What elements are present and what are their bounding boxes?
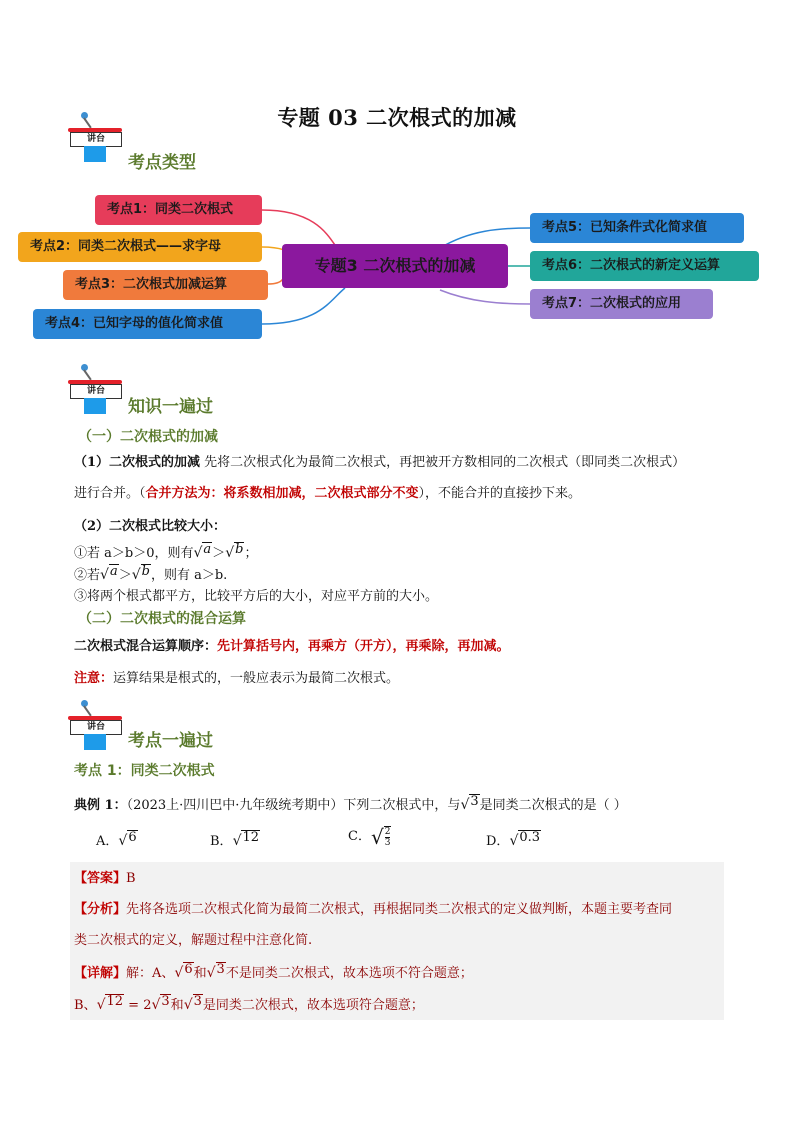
mindmap-node-4: 考点4：已知字母的值化简求值: [33, 309, 262, 339]
radicand: 12: [106, 994, 124, 1009]
radicand: a: [203, 542, 212, 557]
compare-item-2: ②若 √ a ＞ √ b ，则有 a＞b.: [74, 564, 228, 583]
section-heading-points: 考点一遍过: [128, 731, 213, 751]
mindmap-node-6: 考点6：二次根式的新定义运算: [530, 251, 759, 281]
fraction-denominator: 3: [384, 838, 391, 848]
mixed-order: [74, 636, 510, 658]
podium-label: 讲台: [70, 720, 122, 735]
answer-tag: 【答案】: [74, 871, 127, 886]
example-text: （2023上·四川巴中·九年级统考期中）下列二次根式中，与: [126, 798, 461, 813]
note-text: 运算结果是根式的，一般应表示为最简二次根式。: [113, 671, 400, 686]
item-text: ，则有 a＞b.: [150, 568, 228, 583]
analysis-text: 先将各选项二次根式化简为最简二次根式，再根据同类二次根式的定义做判断，本题主要考查同: [126, 902, 673, 917]
kaodian-1-heading: 考点 1：同类二次根式: [74, 763, 215, 779]
answer-line: [74, 868, 136, 890]
section-heading-knowledge: 知识一遍过: [128, 397, 213, 417]
option-b[interactable]: B． √ 12: [210, 830, 260, 849]
analysis-line-2: 类二次根式的定义，解题过程中注意化简.: [74, 933, 313, 948]
mixed-order-lead: 二次根式混合运算顺序：: [74, 639, 218, 654]
paragraph-text: ），不能合并的直接抄下来。: [418, 486, 582, 501]
detail-text: B、: [74, 998, 97, 1013]
mindmap-node-7: 考点7：二次根式的应用: [530, 289, 713, 319]
radicand: 6: [184, 962, 193, 977]
option-letter: C．: [348, 829, 371, 844]
paragraph-lead: （1）二次根式的加减: [74, 455, 201, 470]
note: [74, 668, 399, 690]
detail-text: 是同类二次根式，故本选项符合题意；: [202, 998, 424, 1013]
radicand: 0.3: [519, 830, 541, 845]
radicand: b: [235, 542, 244, 557]
analysis-tag: 【分析】: [74, 902, 127, 917]
option-d[interactable]: D． √ 0.3: [486, 830, 541, 849]
detail-text: 和: [170, 998, 184, 1013]
mixed-order-rule: 先计算括号内，再乘方（开方），再乘除，再加减。: [217, 639, 510, 654]
mindmap-node-2: 考点2：同类二次根式——求字母: [18, 232, 262, 262]
item-text: ＞: [118, 568, 132, 583]
knowledge-paragraph-1b: [74, 483, 734, 505]
example-lead: 典例 1：: [74, 798, 127, 813]
merge-method: 合并方法为：将系数相加减，二次根式部分不变: [145, 486, 419, 501]
section-heading-types: 考点类型: [128, 153, 196, 173]
mindmap-node-5: 考点5：已知条件式化简求值: [530, 213, 744, 243]
radicand: b: [141, 564, 150, 579]
radicand: 3: [161, 994, 170, 1009]
item-text: ①若 a＞b＞0，则有: [74, 546, 194, 561]
podium-label: 讲台: [70, 132, 122, 147]
radicand: 6: [128, 830, 137, 845]
option-a[interactable]: A． √ 6: [96, 830, 137, 849]
paragraph-text: 先将二次根式化为最简二次根式，再把被开方数相同的二次根式（即同类二次根式）: [200, 455, 686, 470]
note-lead: 注意：: [74, 671, 114, 686]
radicand: 3: [216, 962, 225, 977]
answer-value: B: [126, 871, 136, 886]
detail-text: 不是同类二次根式，故本选项不符合题意；: [225, 966, 473, 981]
analysis-line-1: [74, 899, 724, 921]
example-text: 是同类二次根式的是（ ）: [479, 798, 627, 813]
detail-line-b: B、 √ 12 = 2 √ 3 和 √ 3 是同类二次根式，故本选项符合题意；: [74, 994, 424, 1013]
podium-icon: [64, 364, 126, 412]
radicand: 12: [242, 830, 260, 845]
option-letter: A．: [96, 834, 119, 849]
compare-item-3: ③将两个根式都平方，比较平方后的大小，对应平方前的大小。: [74, 589, 439, 604]
knowledge-paragraph-1: [74, 452, 734, 474]
podium-icon: [64, 112, 126, 160]
example-1: 典例 1：（2023上·四川巴中·九年级统考期中）下列二次根式中，与 √ 3 是同类二次根式的是（ ）: [74, 794, 627, 813]
podium-icon: [64, 700, 126, 748]
item-text: ②若: [74, 568, 101, 583]
item-text: ；: [244, 546, 258, 561]
knowledge-heading-1: （一）二次根式的加减: [78, 429, 218, 445]
option-letter: B．: [210, 834, 233, 849]
mindmap-center: 专题3 二次根式的加减: [282, 244, 508, 288]
compare-heading: （2）二次根式比较大小：: [74, 519, 227, 534]
mindmap-node-3: 考点3：二次根式加减运算: [63, 270, 268, 300]
option-c[interactable]: C． √ $\frac{2}{3}$: [348, 825, 391, 849]
paragraph-text: 进行合并。（: [74, 486, 146, 501]
podium-label: 讲台: [70, 384, 122, 399]
page-title: 专题 03 二次根式的加减: [277, 105, 517, 130]
detail-text: 和: [193, 966, 207, 981]
detail-tag: 【详解】: [74, 966, 127, 981]
radicand: a: [109, 564, 118, 579]
detail-line-a: 【详解】解：A、 √ 6 和 √ 3 不是同类二次根式，故本选项不符合题意；: [74, 962, 473, 981]
knowledge-heading-2: （二）二次根式的混合运算: [78, 611, 246, 627]
radicand: 3: [193, 994, 202, 1009]
option-letter: D．: [486, 834, 510, 849]
detail-text: = 2: [124, 998, 152, 1013]
mindmap-node-1: 考点1：同类二次根式: [95, 195, 262, 225]
radicand: 3: [470, 794, 479, 809]
item-text: ＞: [212, 546, 226, 561]
compare-item-1: ①若 a＞b＞0，则有 √ a ＞ √ b ；: [74, 542, 258, 561]
fraction-numerator: 2: [384, 827, 391, 837]
detail-text: 解：A、: [126, 966, 175, 981]
